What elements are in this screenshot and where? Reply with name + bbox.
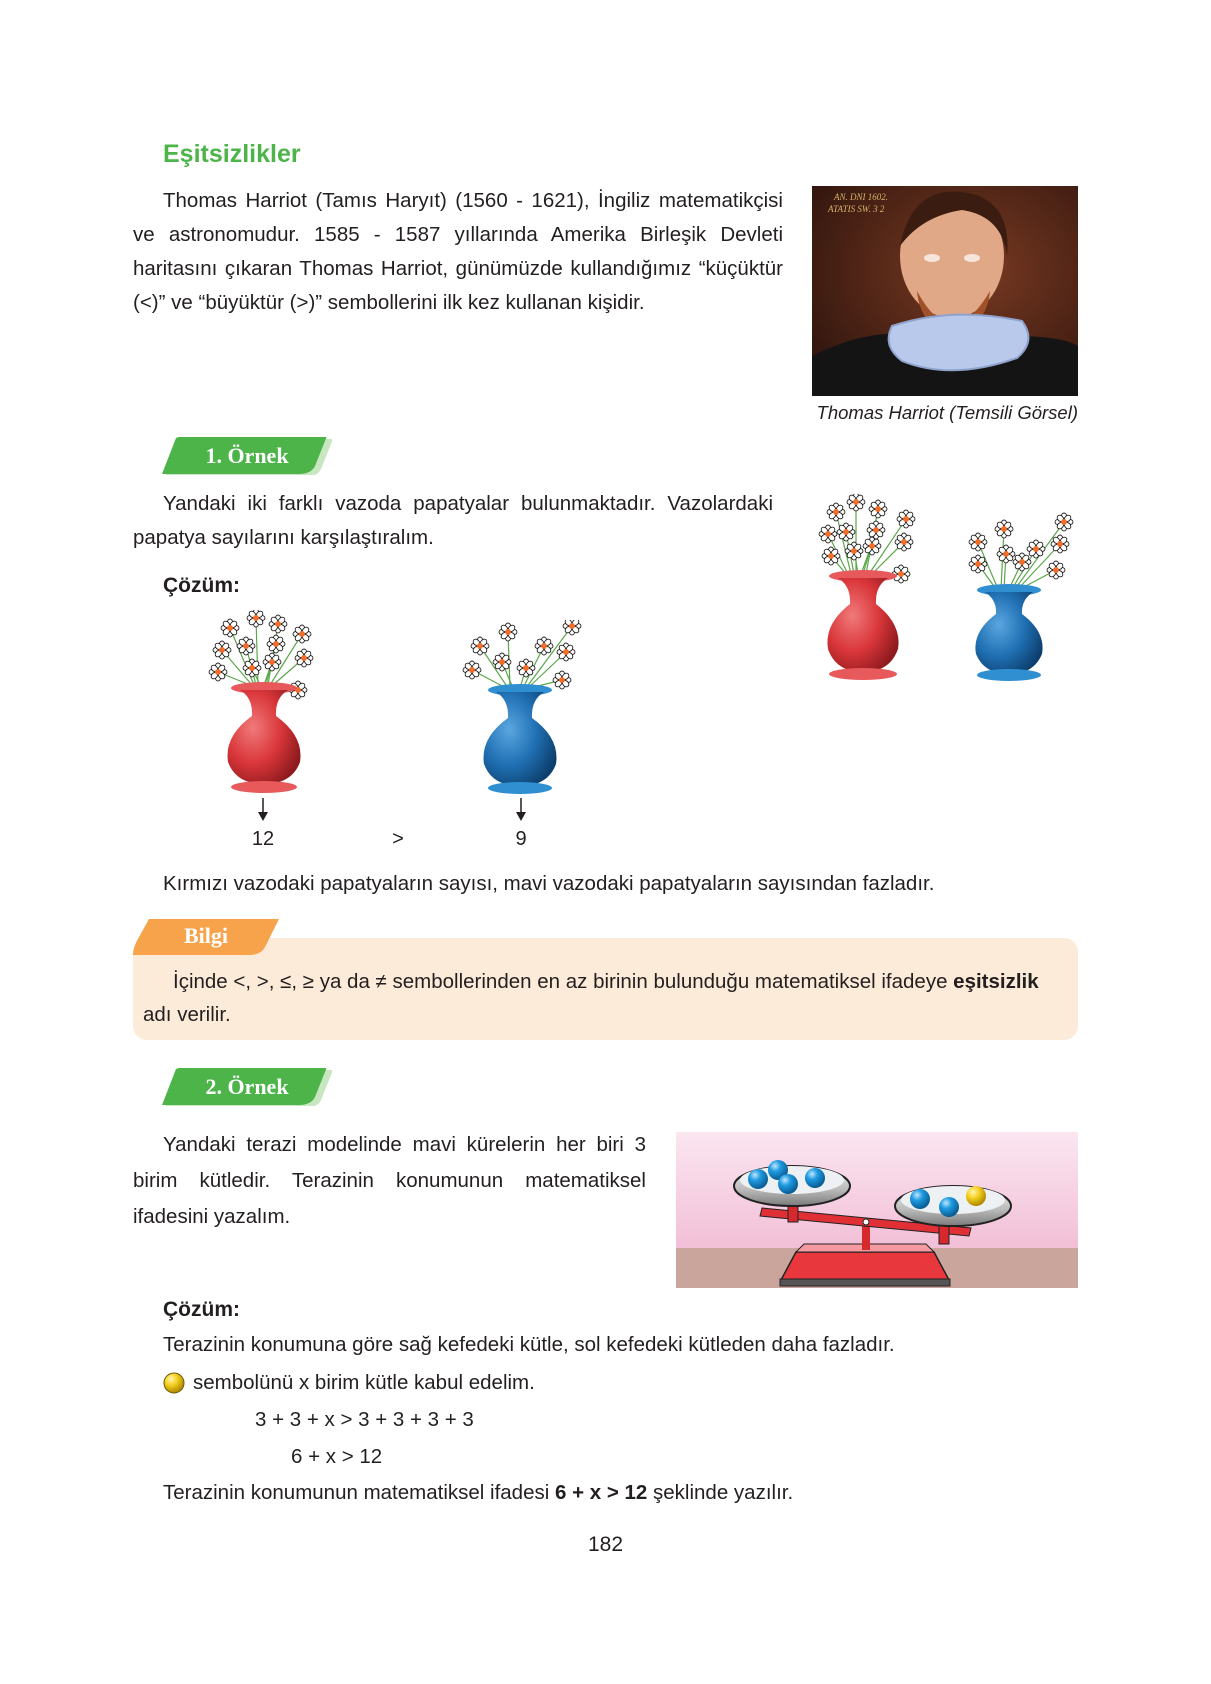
example-1-conclusion: Kırmızı vazodaki papatyaların sayısı, mavi vazodaki papatyaların sayısından fazladır. — [163, 872, 935, 895]
solution-line-2: sembolünü x birim kütle kabul edelim. — [163, 1371, 535, 1395]
blue-vase-count: 9 — [515, 828, 527, 850]
red-vase-count: 12 — [251, 828, 275, 850]
solution-label-1: Çözüm: — [163, 574, 240, 597]
down-arrow-icon — [257, 798, 269, 822]
info-tab — [133, 919, 279, 955]
example-2-tab — [162, 1068, 332, 1106]
example-2-question: Yandaki terazi modelinde mavi kürelerin her biri 3 birim kütledir. Terazinin konumunun matematiksel ifadesini yazalım. — [133, 1133, 646, 1228]
example-2-conclusion: Terazinin konumunun matematiksel ifadesi 6 + x > 12 şeklinde yazılır. — [163, 1481, 794, 1504]
example-2-label: 2. Örnek — [205, 1074, 289, 1099]
down-arrow-icon — [515, 798, 527, 822]
final-inequality: 6 + x > 12 — [554, 1481, 648, 1504]
example-1-label: 1. Örnek — [205, 443, 289, 468]
balance-scale-illustration — [676, 1132, 1078, 1288]
vases-illustration — [806, 494, 1076, 684]
solution-label-2: Çözüm: — [163, 1298, 240, 1321]
equation-2: 6 + x > 12 — [291, 1445, 383, 1468]
example-1-question: Yandaki iki farklı vazoda papatyalar bulunmaktadır. Vazolardaki papatya sayılarını karşılaştıralım. — [133, 492, 773, 549]
intro-paragraph — [133, 184, 783, 320]
comparison-symbol: > — [392, 828, 404, 850]
info-keyword: eşitsizlik — [953, 970, 1039, 993]
info-label: Bilgi — [183, 923, 228, 948]
portrait-image — [812, 186, 1078, 396]
portrait-caption: Thomas Harriot (Temsili Görsel) — [816, 402, 1078, 423]
equation-1: 3 + 3 + x > 3 + 3 + 3 + 3 — [255, 1408, 474, 1431]
red-vase-illustration — [200, 610, 330, 795]
svg-text:ATATIS SW. 3 2: ATATIS SW. 3 2 — [828, 204, 885, 214]
yellow-ball-icon — [163, 1372, 185, 1394]
svg-text:AN. DNI 1602.: AN. DNI 1602. — [834, 192, 888, 202]
section-title: Eşitsizlikler — [163, 140, 301, 168]
example-1-tab — [162, 437, 332, 475]
page-number: 182 — [587, 1533, 624, 1556]
intro-text: Thomas Harriot (Tamıs Haryıt) (1560 - 1621), İngiliz matematikçisi ve astronomudur. 1585 - 1587 yıllarında Amerika Birleşik Devleti haritasını çıkaran Thomas Harriot, günümüzde kullandığımız “küçüktür (<)” ve “büyüktür (>)” sembollerini ilk kez kullanan kişidir. — [133, 189, 783, 314]
solution-line-1: Terazinin konumuna göre sağ kefedeki kütle, sol kefedeki kütleden daha fazladır. — [163, 1333, 895, 1356]
blue-vase-illustration — [458, 620, 588, 795]
info-text: İçinde <, >, ≤, ≥ ya da ≠ sembollerinden en az birinin bulunduğu matematiksel ifadeye eşitsizlik adı verilir. — [143, 970, 1039, 1026]
